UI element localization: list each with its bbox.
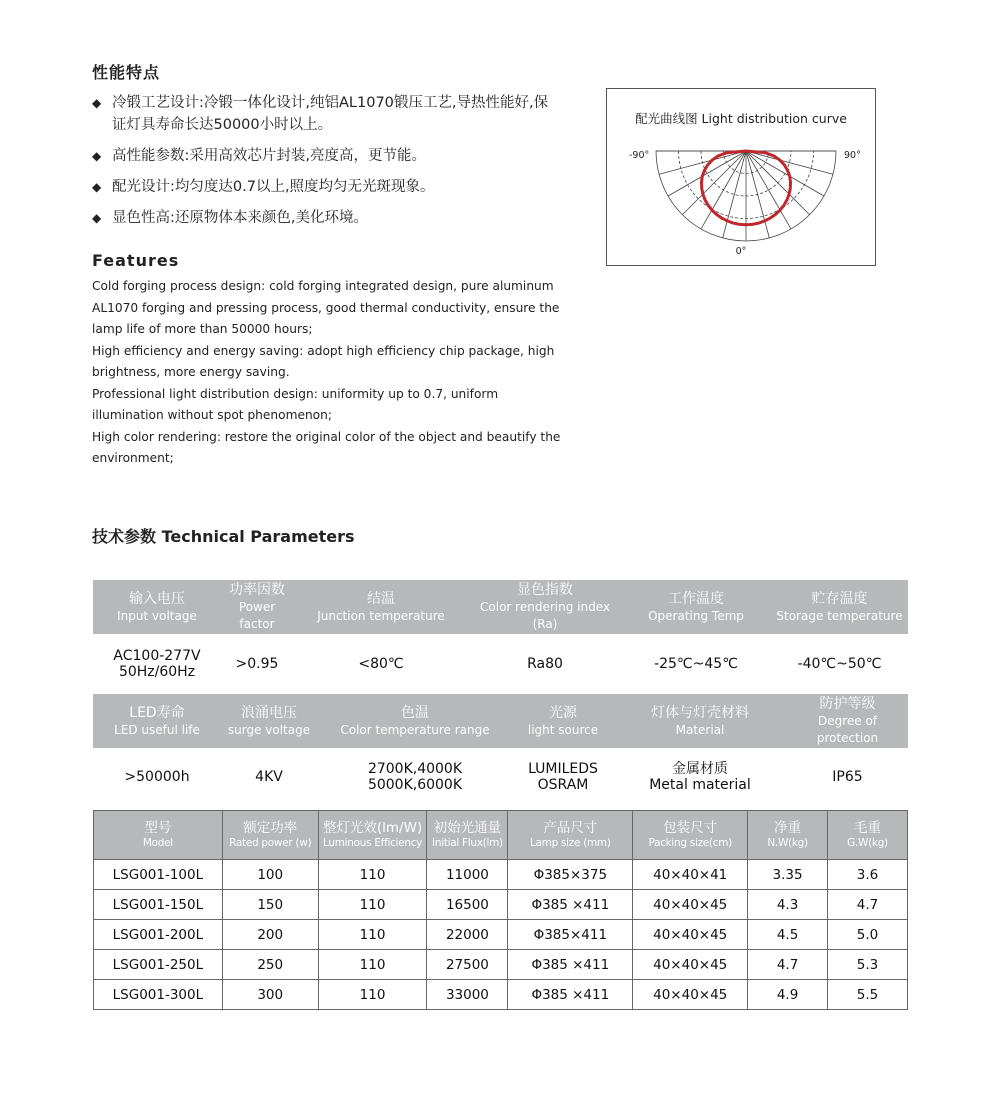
param-header: [469, 580, 621, 634]
param-header-cn: 浪涌电压: [241, 704, 297, 721]
column-header: [748, 811, 828, 860]
table-cell: 4.7: [828, 890, 908, 920]
table-cell: 11000: [427, 860, 508, 890]
feature-paragraph: High efficiency and energy saving: adopt high efficiency chip package, high brightness, more energy saving.: [92, 343, 555, 379]
param-header: [93, 580, 221, 634]
table-cell: LSG001-300L: [94, 980, 223, 1010]
table-cell: 5.0: [828, 920, 908, 950]
table-cell: 110: [318, 920, 427, 950]
column-header: [633, 811, 748, 860]
param-value-line: >50000h: [124, 769, 190, 785]
polar-spoke: [668, 151, 746, 196]
param-value: [771, 636, 908, 692]
table-cell: 3.6: [828, 860, 908, 890]
table-row: [94, 980, 908, 1010]
table-cell: 40×40×41: [633, 860, 748, 890]
param-value-line: Ra80: [527, 656, 563, 672]
param-header-en: surge voltage: [227, 722, 311, 737]
table-cell: 110: [318, 860, 427, 890]
column-header-cn: 额定功率: [243, 819, 298, 836]
param-header-band-2: [93, 694, 908, 748]
param-header: [613, 694, 787, 748]
param-header: [221, 580, 293, 634]
column-header-en: G.W(kg): [847, 836, 888, 849]
param-value-line: -25℃~45℃: [654, 656, 738, 672]
column-header-en: Rated power (w): [229, 836, 312, 849]
polar-diagram: [607, 89, 875, 265]
table-row: [94, 860, 908, 890]
list-item: [92, 207, 562, 229]
param-value: [317, 750, 513, 804]
param-value: [621, 636, 771, 692]
param-header-cn: 显色指数: [517, 582, 573, 598]
polar-spoke: [682, 151, 746, 215]
param-header-cn: 功率因数: [229, 582, 285, 598]
table-cell: Φ385×411: [508, 920, 633, 950]
column-header: [427, 811, 508, 860]
features-en-text: [92, 276, 562, 470]
table-cell: 3.35: [748, 860, 828, 890]
diamond-bullet-icon: ◆: [92, 96, 102, 110]
table-cell: 22000: [427, 920, 508, 950]
table-row: [94, 890, 908, 920]
param-value: [293, 636, 469, 692]
param-header-cn: 防护等级: [819, 696, 876, 712]
column-header-en: N.W(kg): [767, 836, 808, 849]
param-header-en: light source: [527, 722, 599, 737]
param-header-cn: 工作温度: [668, 590, 724, 607]
table-cell: Φ385×375: [508, 860, 633, 890]
table-row: [94, 920, 908, 950]
column-header-cn: 净重: [774, 819, 802, 836]
polar-spoke: [746, 151, 810, 215]
param-value-line: 50Hz/60Hz: [118, 664, 196, 680]
light-distribution-panel: [606, 88, 876, 266]
column-header: [94, 811, 223, 860]
table-cell: Φ385 ×411: [508, 950, 633, 980]
param-value-line: >0.95: [235, 656, 279, 672]
column-header-en: Initial Flux(lm): [432, 836, 503, 849]
table-cell: LSG001-250L: [94, 950, 223, 980]
table-cell: 4.9: [748, 980, 828, 1010]
column-header-en: Lamp size (mm): [529, 836, 611, 849]
column-header: [828, 811, 908, 860]
table-cell: 300: [222, 980, 318, 1010]
table-cell: Φ385 ×411: [508, 890, 633, 920]
diamond-bullet-icon: ◆: [92, 211, 102, 225]
table-cell: LSG001-200L: [94, 920, 223, 950]
param-value-line: 2700K,4000K: [367, 761, 463, 777]
param-header: [93, 694, 221, 748]
table-header-row: [94, 811, 908, 860]
param-header-en: LED useful life: [114, 722, 200, 737]
param-header: [621, 580, 771, 634]
table-cell: 40×40×45: [633, 890, 748, 920]
param-header: [317, 694, 513, 748]
list-item-text: 高性能参数:采用高效芯片封装,亮度高，更节能。: [112, 148, 426, 164]
table-cell: LSG001-100L: [94, 860, 223, 890]
table-cell: 150: [222, 890, 318, 920]
param-value-line: AC100-277V: [113, 648, 201, 664]
table-cell: 5.5: [828, 980, 908, 1010]
diamond-bullet-icon: ◆: [92, 149, 102, 163]
param-value-line: Metal material: [649, 777, 751, 793]
param-header-cn: 色温: [401, 704, 429, 721]
table-cell: 110: [318, 950, 427, 980]
list-item-text: 配光设计:均匀度达0.7以上,照度均匀无光斑现象。: [112, 179, 435, 195]
curve-title: 配光曲线图 Light distribution curve: [635, 111, 847, 126]
param-value-line: LUMILEDS: [528, 761, 598, 777]
column-header: [222, 811, 318, 860]
param-value: [787, 750, 908, 804]
table-cell: 27500: [427, 950, 508, 980]
features-cn-heading: 性能特点: [92, 63, 161, 82]
label-bottom: 0°: [735, 246, 747, 257]
diamond-bullet-icon: ◆: [92, 180, 102, 194]
param-header: [787, 694, 908, 748]
param-header-band-1: [93, 580, 908, 634]
param-value-line: <80℃: [358, 656, 404, 672]
tech-heading: 技术参数 Technical Parameters: [92, 527, 355, 546]
table-cell: 5.3: [828, 950, 908, 980]
param-value-line: 金属材质: [672, 761, 728, 777]
list-item-text: 显色性高:还原物体本来颜色,美化环境。: [112, 210, 368, 226]
param-header-en: Color temperature range: [340, 722, 490, 737]
param-header: [293, 580, 469, 634]
column-header-cn: 型号: [144, 819, 172, 836]
param-header-en: Color rendering index (Ra): [480, 600, 610, 631]
column-header: [318, 811, 427, 860]
column-header-en: Model: [142, 836, 173, 849]
param-header: [771, 580, 908, 634]
polar-spoke: [746, 151, 833, 174]
param-header-en: Junction temperature: [317, 608, 445, 623]
label-left: -90°: [629, 150, 650, 161]
param-header-en: Storage temperature: [776, 608, 903, 623]
table-cell: 40×40×45: [633, 980, 748, 1010]
column-header-cn: 毛重: [854, 819, 882, 836]
feature-paragraph: Cold forging process design: cold forging integrated design, pure aluminum AL1070 forging and pressing process, good thermal conductivity, ensure the lamp life of more than 50000 hours;: [92, 279, 560, 336]
column-header-cn: 整灯光效(lm/W): [322, 819, 423, 836]
column-header-cn: 产品尺寸: [543, 819, 598, 836]
param-header-en: Degree of protection: [816, 714, 879, 745]
param-value: [93, 636, 221, 692]
table-cell: 33000: [427, 980, 508, 1010]
feature-paragraph: Professional light distribution design: uniformity up to 0.7, uniform illumination without spot phenomenon;: [92, 386, 499, 422]
list-item: [92, 176, 562, 198]
param-header-en: Input voltage: [117, 608, 197, 623]
table-cell: Φ385 ×411: [508, 980, 633, 1010]
param-header-en: Operating Temp: [648, 608, 744, 623]
param-value: [221, 750, 317, 804]
param-header-cn: 输入电压: [129, 590, 185, 607]
param-value-line: 5000K,6000K: [367, 777, 463, 793]
features-cn-list: [92, 92, 562, 238]
param-value: [221, 636, 293, 692]
column-header-cn: 初始光通量: [433, 819, 502, 836]
column-header: [508, 811, 633, 860]
table-cell: 250: [222, 950, 318, 980]
param-header-en: Material: [675, 722, 725, 737]
param-value-row-2: [93, 750, 908, 804]
param-header-cn: 结温: [367, 590, 395, 607]
param-value-line: IP65: [832, 769, 863, 785]
column-header-cn: 包装尺寸: [663, 819, 718, 836]
table-cell: 200: [222, 920, 318, 950]
table-cell: 4.7: [748, 950, 828, 980]
list-item: [92, 145, 562, 167]
param-value: [613, 750, 787, 804]
table-cell: 4.5: [748, 920, 828, 950]
param-value: [93, 750, 221, 804]
list-item: [92, 92, 562, 136]
param-header: [221, 694, 317, 748]
column-header-en: Packing size(cm): [648, 836, 732, 849]
table-cell: 4.3: [748, 890, 828, 920]
param-value-line: OSRAM: [537, 777, 589, 793]
table-cell: 110: [318, 980, 427, 1010]
table-cell: LSG001-150L: [94, 890, 223, 920]
polar-spoke: [746, 151, 824, 196]
param-header: [513, 694, 613, 748]
param-value-line: 4KV: [255, 769, 283, 785]
param-header-cn: 贮存温度: [811, 590, 868, 607]
model-table: [93, 810, 908, 1010]
param-value: [513, 750, 613, 804]
table-row: [94, 950, 908, 980]
param-header-en: Power factor: [238, 600, 276, 631]
label-right: 90°: [844, 150, 861, 161]
polar-spoke: [659, 151, 746, 174]
polar-grid: [656, 151, 836, 241]
param-header-cn: 灯体与灯壳材料: [651, 704, 749, 721]
table-cell: 110: [318, 890, 427, 920]
feature-paragraph: High color rendering: restore the original color of the object and beautify the environment;: [92, 429, 561, 465]
table-cell: 40×40×45: [633, 920, 748, 950]
features-en-heading: Features: [92, 251, 180, 270]
param-header-cn: LED寿命: [129, 704, 185, 721]
table-cell: 16500: [427, 890, 508, 920]
list-item-text: 冷锻工艺设计:冷锻一体化设计,纯铝AL1070锻压工艺,导热性能好,保证灯具寿命长达50000小时以上。: [112, 95, 549, 133]
column-header-en: Luminous Efficiency: [323, 836, 423, 849]
param-header-cn: 光源: [549, 704, 577, 721]
param-value-row-1: [93, 636, 908, 692]
table-cell: 100: [222, 860, 318, 890]
param-value-line: -40℃~50℃: [797, 656, 882, 672]
table-cell: 40×40×45: [633, 950, 748, 980]
param-value: [469, 636, 621, 692]
